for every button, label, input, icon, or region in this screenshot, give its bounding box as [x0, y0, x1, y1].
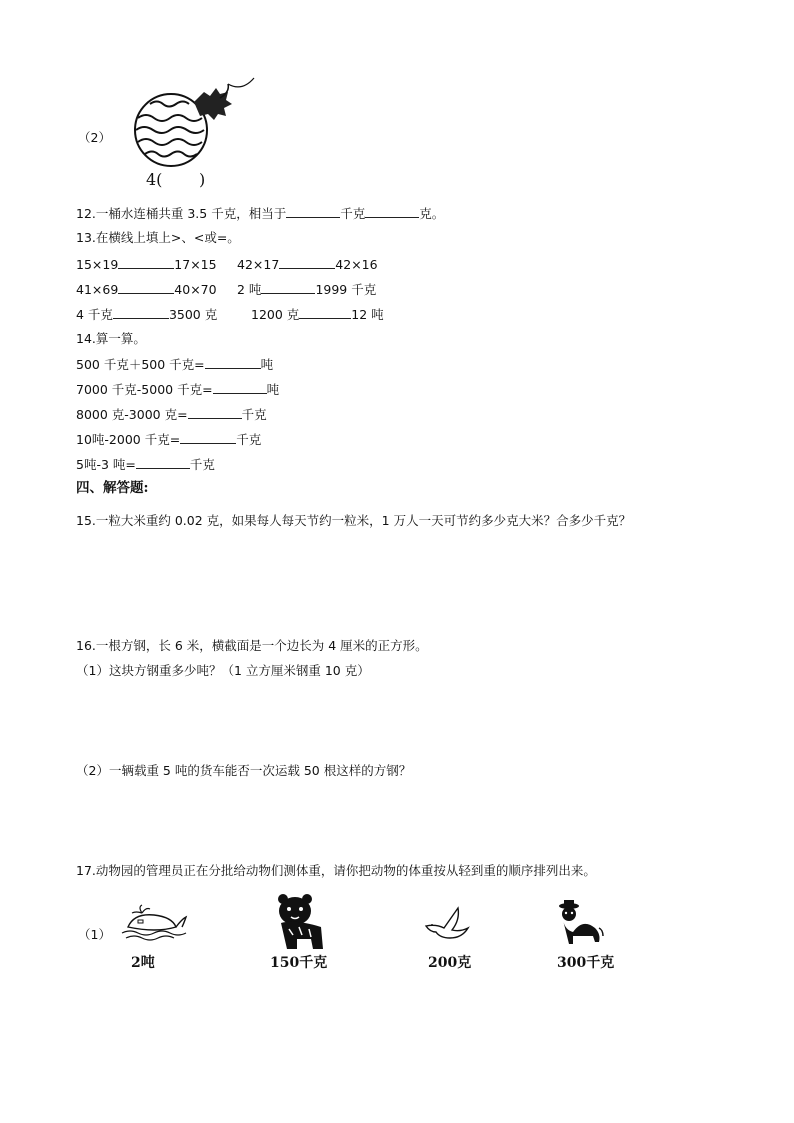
q13-right: 12 吨 [351, 307, 384, 322]
q14-item-5 [76, 458, 215, 472]
q13-compare-blank[interactable] [113, 308, 169, 319]
section4-title: 四、解答题: [76, 480, 149, 496]
q14-answer-blank[interactable] [205, 358, 261, 369]
q13-right: 3500 克 [168, 307, 218, 322]
q14-expr: 10吨-2000 千克= [76, 432, 181, 447]
q14-unit: 吨 [260, 357, 274, 372]
q14-expr: 5吨-3 吨= [76, 457, 136, 472]
q13-right: 17×15 [174, 257, 217, 272]
q13-right: 42×16 [335, 257, 378, 272]
q12-prefix: 12.一桶水连桶共重 3.5 千克，相当于 [76, 206, 287, 221]
q11-caption-close: ) [199, 170, 206, 189]
q14-answer-blank[interactable] [213, 383, 267, 394]
q13-left: 41×69 [76, 282, 119, 297]
whale-icon [122, 905, 190, 945]
watermelon-icon [128, 82, 258, 172]
q14-unit: 千克 [241, 407, 267, 422]
q13-left: 42×17 [237, 257, 280, 272]
q13-row-1-col-1 [76, 258, 217, 272]
q13-compare-blank[interactable] [261, 283, 315, 294]
q13-row-3-col-1 [76, 308, 217, 322]
q13-compare-blank[interactable] [118, 283, 174, 294]
dove-icon [422, 906, 470, 940]
q14-item-4 [76, 433, 261, 447]
q12-unit2: 克。 [419, 206, 445, 221]
q12-answer-blank-1[interactable] [286, 207, 340, 218]
whale-weight: 2吨 [131, 955, 155, 971]
q15-text: 15.一粒大米重约 0.02 克，如果每人每天节约一粒米，1 万人一天可节约多少克大米？合多少千克？ [76, 513, 632, 528]
q14-expr: 500 千克＋500 千克= [76, 357, 205, 372]
q13-compare-blank[interactable] [299, 308, 351, 319]
q13-row-2-col-2 [237, 283, 376, 297]
q14-answer-blank[interactable] [180, 433, 236, 444]
q13-compare-blank[interactable] [118, 258, 174, 269]
q11-caption-number: 4( [146, 170, 163, 189]
q16-part1: （1）这块方钢重多少吨？（1 立方厘米钢重 10 克） [76, 663, 370, 678]
q12-line [76, 207, 444, 221]
q13-left: 2 吨 [237, 282, 262, 297]
q12-answer-blank-2[interactable] [365, 207, 419, 218]
q13-right: 40×70 [174, 282, 217, 297]
tiger-icon [275, 893, 327, 951]
q14-item-1 [76, 358, 273, 372]
q14-item-2 [76, 383, 279, 397]
q14-answer-blank[interactable] [188, 408, 242, 419]
q14-unit: 千克 [189, 457, 215, 472]
q13-row-3-col-2 [251, 308, 384, 322]
q14-expr: 8000 克-3000 克= [76, 407, 188, 422]
q13-title: 13.在横线上填上>、<或=。 [76, 230, 240, 245]
q17-part-label: （1） [78, 927, 111, 942]
q14-answer-blank[interactable] [136, 458, 190, 469]
q13-compare-blank[interactable] [279, 258, 335, 269]
q12-unit1: 千克 [340, 206, 366, 221]
q16-text: 16.一根方钢，长 6 米，横截面是一个边长为 4 厘米的正方形。 [76, 638, 428, 653]
q14-unit: 吨 [266, 382, 280, 397]
dove-weight: 200克 [428, 955, 472, 971]
q13-left: 4 千克 [76, 307, 113, 322]
q17-text: 17.动物园的管理员正在分批给动物们测体重，请你把动物的体重按从轻到重的顺序排列出来。 [76, 863, 596, 878]
q13-row-2-col-1 [76, 283, 217, 297]
camel-icon [555, 898, 605, 950]
q11-part-label: （2） [78, 130, 111, 145]
q16-part2: （2）一辆载重 5 吨的货车能否一次运载 50 根这样的方钢？ [76, 763, 412, 778]
q14-title: 14.算一算。 [76, 331, 146, 346]
q13-row-1-col-2 [237, 258, 378, 272]
tiger-weight: 150千克 [270, 955, 328, 971]
q14-unit: 千克 [236, 432, 262, 447]
q13-left: 1200 克 [251, 307, 300, 322]
camel-weight: 300千克 [557, 955, 615, 971]
q13-left: 15×19 [76, 257, 119, 272]
q13-right: 1999 千克 [315, 282, 377, 297]
q14-expr: 7000 千克-5000 千克= [76, 382, 213, 397]
q14-item-3 [76, 408, 267, 422]
